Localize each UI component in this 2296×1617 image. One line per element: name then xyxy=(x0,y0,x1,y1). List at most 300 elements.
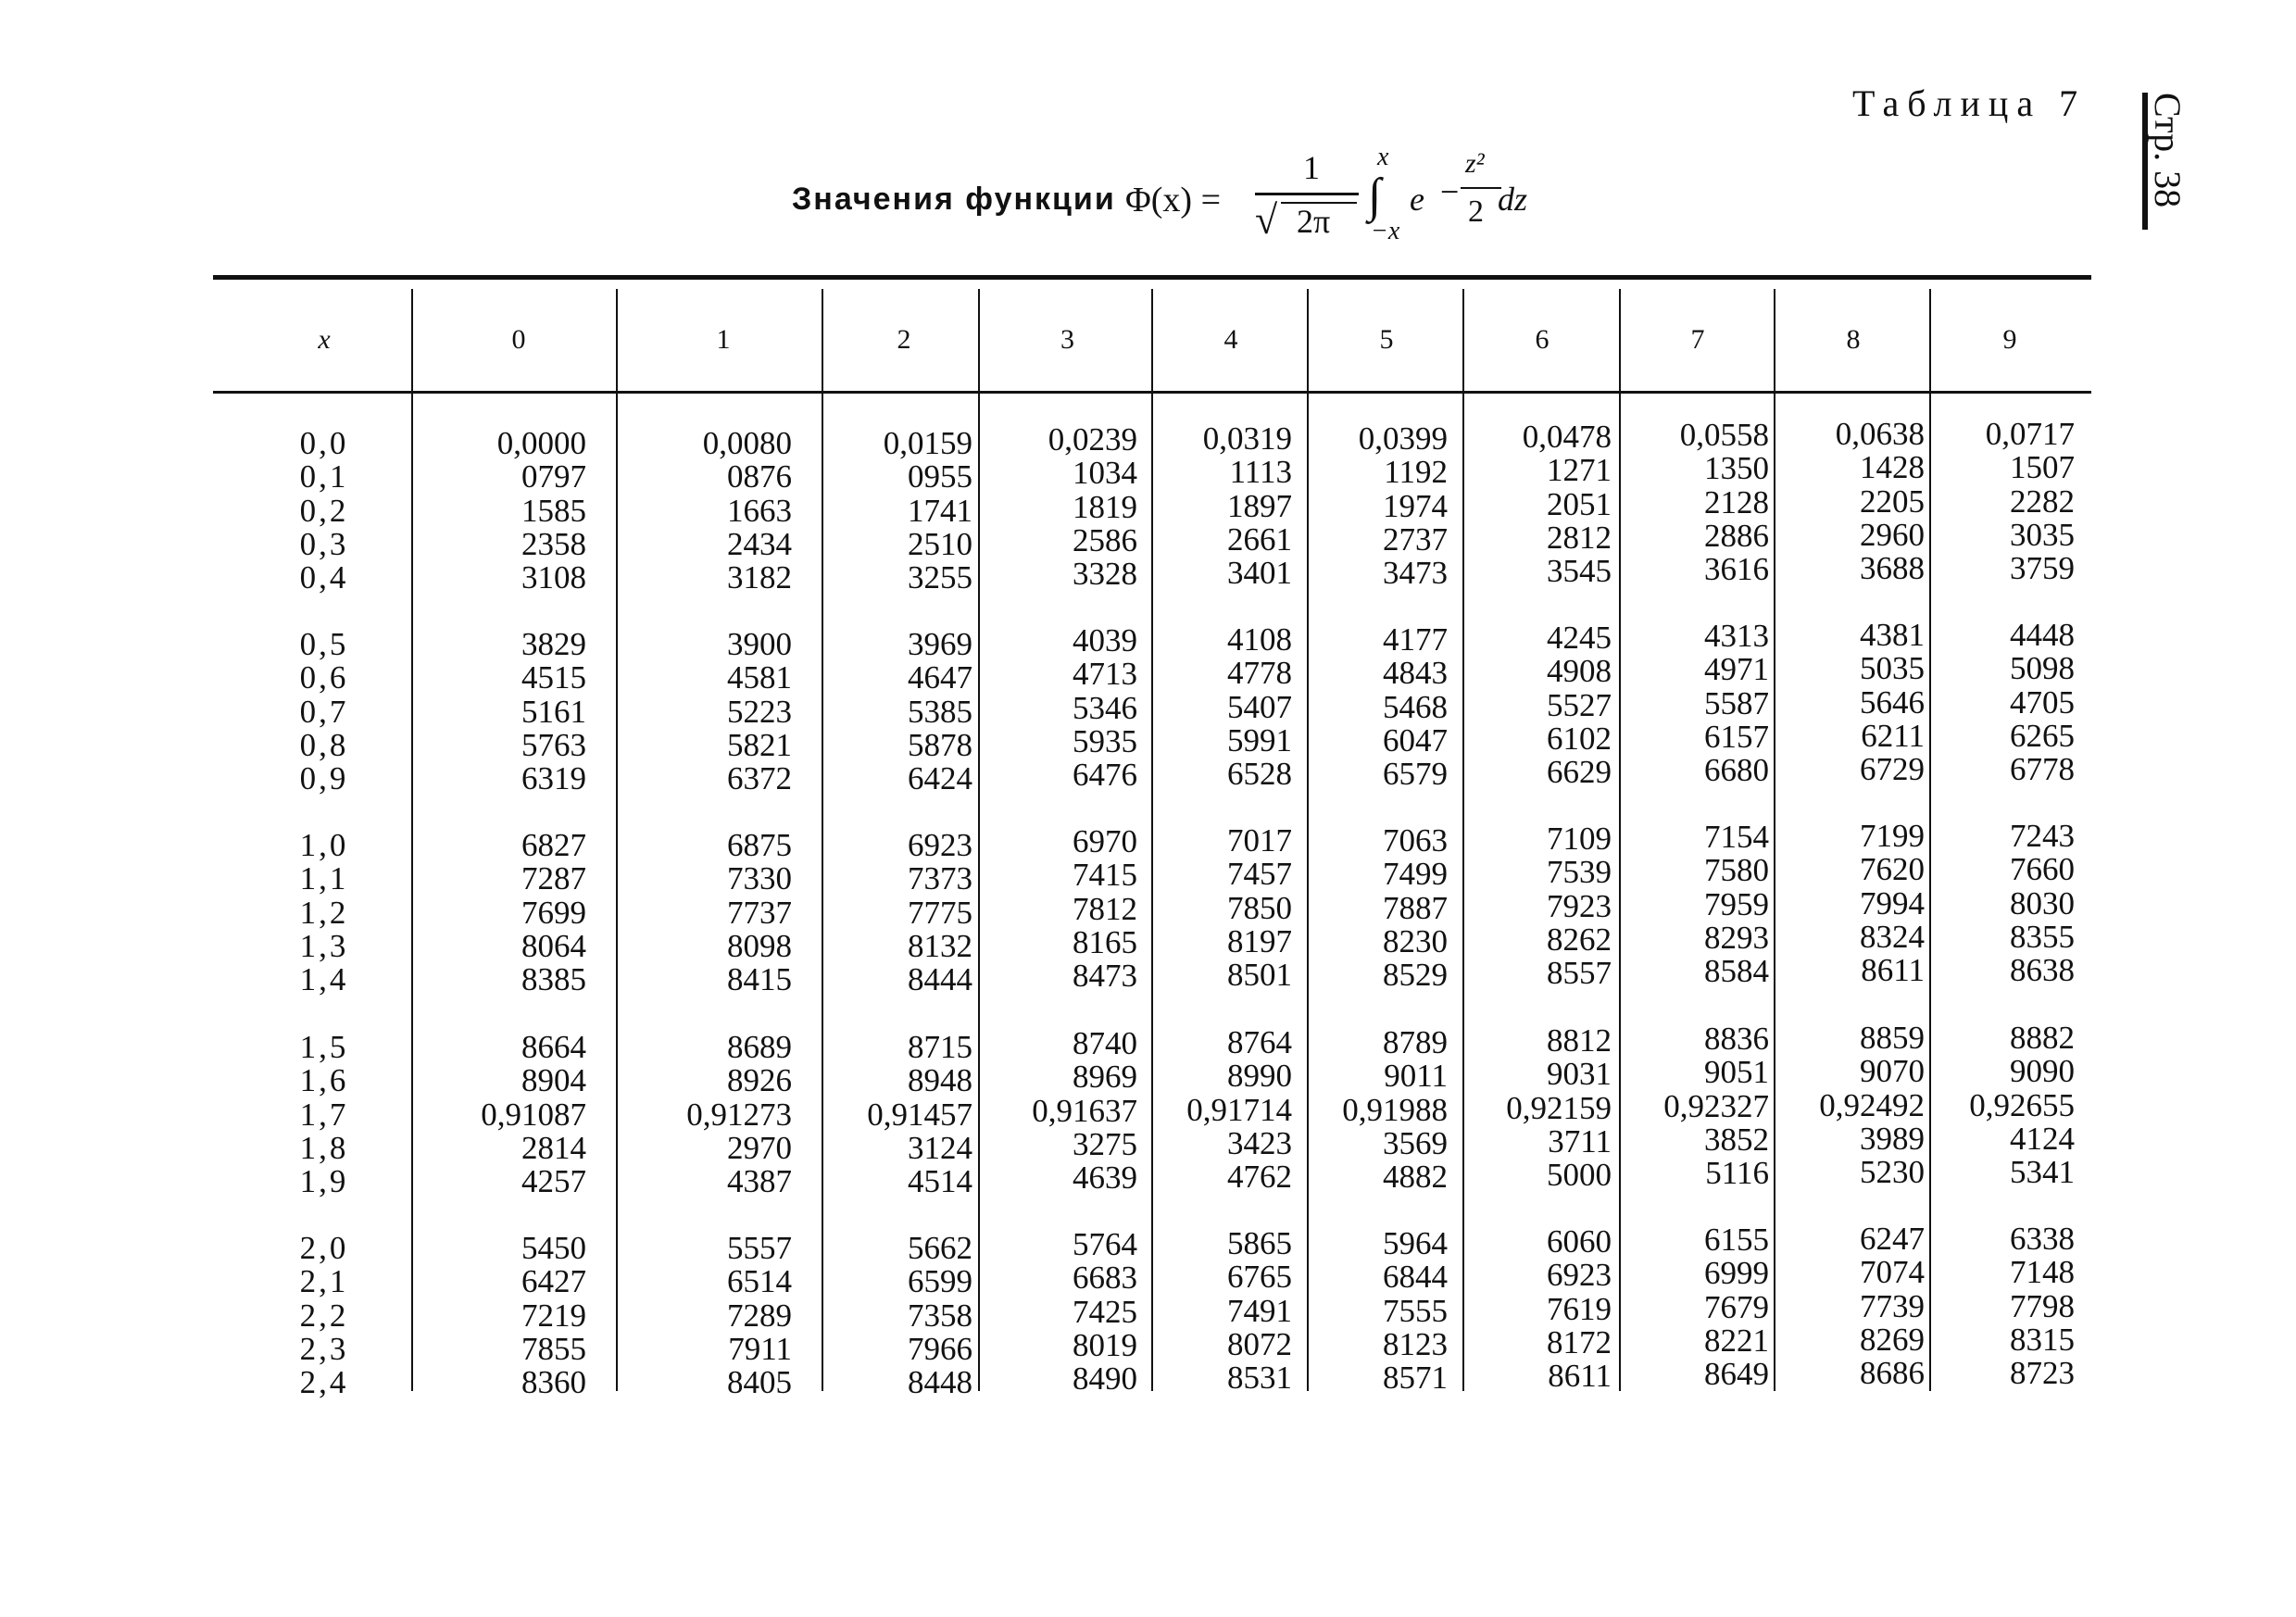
value-column-block-3-col-9 xyxy=(1922,1022,2075,1189)
table-cell: 7555 xyxy=(1383,1292,1448,1329)
table-cell: 7699 xyxy=(521,894,586,931)
table-cell: 8926 xyxy=(727,1062,792,1099)
formula-upper-limit: x xyxy=(1377,143,1389,171)
formula-exp-denominator: 2 xyxy=(1468,194,1484,229)
formula-lhs: Φ(x) = xyxy=(1125,181,1222,219)
table-cell: 4713 xyxy=(1073,656,1137,693)
value-column-block-1-col-3 xyxy=(980,624,1137,792)
table-cell: 5230 xyxy=(1860,1154,1925,1191)
table-cell: 6827 xyxy=(521,827,586,863)
table-cell: 4177 xyxy=(1383,621,1448,658)
table-cell: 9070 xyxy=(1860,1053,1925,1090)
table-cell: 7148 xyxy=(2010,1254,2075,1291)
table-cell: 4882 xyxy=(1383,1159,1448,1196)
value-column-block-1-col-1 xyxy=(607,628,792,796)
table-cell: 1819 xyxy=(1073,488,1137,525)
value-column-block-3-col-2 xyxy=(824,1031,972,1198)
table-cell: 7620 xyxy=(1860,851,1925,888)
value-column-block-2-col-5 xyxy=(1299,824,1448,992)
table-cell: 7425 xyxy=(1073,1293,1137,1330)
formula-title xyxy=(792,143,1551,250)
x-value: 2,1 xyxy=(299,1263,349,1300)
table-cell: 7287 xyxy=(521,860,586,897)
x-value: 1,9 xyxy=(299,1163,349,1200)
table-cell: 7855 xyxy=(521,1330,586,1367)
sqrt-sign: √ xyxy=(1255,197,1278,243)
table-cell: 7887 xyxy=(1383,889,1448,926)
table-cell: 5223 xyxy=(727,693,792,730)
value-column-block-0-col-3 xyxy=(980,423,1137,591)
table-cell: 2358 xyxy=(521,525,586,562)
table-cell: 4647 xyxy=(908,659,972,696)
table-cell: 8385 xyxy=(521,961,586,998)
table-cell: 6060 xyxy=(1547,1223,1612,1260)
table-cell: 5878 xyxy=(908,726,972,763)
table-cell: 3275 xyxy=(1073,1125,1137,1162)
x-value: 0,2 xyxy=(299,492,349,529)
table-cell: 3616 xyxy=(1704,551,1769,588)
table-cell: 4448 xyxy=(2010,617,2075,653)
value-column-block-0-col-7 xyxy=(1612,419,1769,586)
x-value: 0,4 xyxy=(299,559,349,596)
table-cell: 6514 xyxy=(727,1263,792,1300)
table-cell: 0876 xyxy=(727,458,792,495)
x-values-block-1 xyxy=(278,628,370,796)
table-cell: 3569 xyxy=(1383,1124,1448,1161)
value-column-block-1-col-4 xyxy=(1144,623,1292,791)
value-column-block-1-col-5 xyxy=(1299,623,1448,791)
value-column-block-0-col-6 xyxy=(1454,420,1612,588)
value-column-block-0-col-4 xyxy=(1144,422,1292,590)
table-cell: 2586 xyxy=(1073,521,1137,558)
table-cell: 7373 xyxy=(908,860,972,897)
table-cell: 3124 xyxy=(908,1129,972,1166)
x-value: 1,3 xyxy=(299,927,349,964)
table-cell: 0,0478 xyxy=(1522,419,1612,455)
table-cell: 6427 xyxy=(521,1263,586,1300)
table-cell: 8529 xyxy=(1383,957,1448,994)
table-cell: 6778 xyxy=(2010,751,2075,788)
table-cell: 4581 xyxy=(727,659,792,696)
value-column-block-4-col-8 xyxy=(1772,1222,1925,1390)
table-cell: 7074 xyxy=(1860,1254,1925,1291)
value-column-block-2-col-9 xyxy=(1922,820,2075,987)
table-cell: 6923 xyxy=(1547,1257,1612,1294)
table-cell: 6047 xyxy=(1383,721,1448,758)
table-cell: 0,92492 xyxy=(1819,1086,1925,1123)
table-cell: 4257 xyxy=(521,1163,586,1200)
table-cell: 0,0080 xyxy=(702,425,792,461)
table-cell: 0,0239 xyxy=(1048,421,1137,458)
table-cell: 5764 xyxy=(1073,1226,1137,1262)
table-cell: 0,92327 xyxy=(1663,1087,1769,1124)
value-column-block-3-col-6 xyxy=(1454,1024,1612,1192)
table-cell: 8132 xyxy=(908,927,972,964)
table-cell: 4381 xyxy=(1860,617,1925,653)
table-cell: 1034 xyxy=(1073,455,1137,492)
value-column-block-1-col-6 xyxy=(1454,621,1612,789)
table-cell: 8990 xyxy=(1227,1058,1292,1095)
formula-frac1-numerator: 1 xyxy=(1303,149,1320,186)
x-value: 0,5 xyxy=(299,626,349,662)
x-value: 1,0 xyxy=(299,827,349,863)
table-cell: 3759 xyxy=(2010,550,2075,587)
table-cell: 7911 xyxy=(728,1330,792,1367)
table-cell: 3900 xyxy=(727,626,792,662)
table-cell: 7539 xyxy=(1547,854,1612,891)
table-cell: 4843 xyxy=(1383,655,1448,692)
table-cell: 0,91273 xyxy=(686,1096,792,1133)
col-header-8: 8 xyxy=(1846,324,1861,355)
table-cell: 1974 xyxy=(1383,487,1448,524)
table-cell: 0,92655 xyxy=(1969,1086,2075,1123)
col-header-7: 7 xyxy=(1690,324,1705,355)
table-cell: 8812 xyxy=(1547,1022,1612,1059)
table-cell: 6729 xyxy=(1860,751,1925,788)
table-cell: 3328 xyxy=(1073,556,1137,593)
formula-frac1-denominator: 2π xyxy=(1297,203,1331,240)
table-cell: 4971 xyxy=(1704,651,1769,688)
x-value: 0,7 xyxy=(299,693,349,730)
table-cell: 5468 xyxy=(1383,688,1448,725)
table-cell: 3829 xyxy=(521,626,586,662)
table-cell: 5407 xyxy=(1227,688,1292,725)
table-cell: 8444 xyxy=(908,961,972,998)
table-cell: 4639 xyxy=(1073,1159,1137,1197)
table-cell: 4245 xyxy=(1547,620,1612,656)
table-cell: 4778 xyxy=(1227,655,1292,692)
table-cell: 8448 xyxy=(908,1364,972,1401)
table-cell: 5527 xyxy=(1547,686,1612,723)
table-cell: 8172 xyxy=(1547,1323,1612,1360)
value-column-block-2-col-2 xyxy=(824,829,972,997)
table-cell: 8072 xyxy=(1227,1325,1292,1362)
table-cell: 7243 xyxy=(2010,818,2075,854)
table-cell: 8030 xyxy=(2010,884,2075,921)
table-cell: 8649 xyxy=(1704,1356,1769,1393)
table-cell: 8355 xyxy=(2010,918,2075,955)
table-cell: 1113 xyxy=(1229,454,1292,491)
table-cell: 8324 xyxy=(1860,918,1925,955)
table-cell: 7994 xyxy=(1860,884,1925,921)
value-column-block-1-col-9 xyxy=(1922,619,2075,786)
value-column-block-2-col-3 xyxy=(980,825,1137,993)
table-cell: 7109 xyxy=(1547,821,1612,857)
table-cell: 6102 xyxy=(1547,720,1612,757)
table-cell: 8262 xyxy=(1547,921,1612,958)
table-cell: 7739 xyxy=(1860,1287,1925,1324)
table-cell: 4387 xyxy=(727,1163,792,1200)
table-cell: 5557 xyxy=(727,1230,792,1266)
table-cell: 7063 xyxy=(1383,822,1448,859)
value-column-block-4-col-5 xyxy=(1299,1227,1448,1395)
formula-exp-numerator: z² xyxy=(1465,148,1485,179)
value-column-block-4-col-4 xyxy=(1144,1227,1292,1395)
table-cell: 3423 xyxy=(1227,1124,1292,1161)
table-cell: 6875 xyxy=(727,827,792,863)
table-cell: 5098 xyxy=(2010,650,2075,687)
table-cell: 5935 xyxy=(1073,722,1137,759)
formula-lower-limit: −x xyxy=(1371,217,1400,245)
value-column-block-2-col-8 xyxy=(1772,820,1925,987)
table-cell: 2282 xyxy=(2010,483,2075,520)
table-cell: 3035 xyxy=(2010,516,2075,553)
table-cell: 3711 xyxy=(1548,1122,1612,1159)
table-cell: 3473 xyxy=(1383,555,1448,592)
table-cell: 7289 xyxy=(727,1297,792,1334)
value-column-block-4-col-0 xyxy=(401,1232,586,1399)
table-cell: 5964 xyxy=(1383,1225,1448,1261)
table-cell: 8415 xyxy=(727,961,792,998)
table-cell: 0,0638 xyxy=(1835,416,1925,452)
table-cell: 8686 xyxy=(1860,1355,1925,1392)
table-cell: 8859 xyxy=(1860,1020,1925,1056)
table-cell: 6999 xyxy=(1704,1255,1769,1292)
x-value: 1,8 xyxy=(299,1129,349,1166)
table-cell: 3688 xyxy=(1860,550,1925,587)
table-cell: 2737 xyxy=(1383,520,1448,558)
table-cell: 0,0000 xyxy=(496,425,586,461)
value-column-block-2-col-7 xyxy=(1612,821,1769,988)
table-cell: 8473 xyxy=(1073,958,1137,995)
table-cell: 1271 xyxy=(1547,452,1612,489)
x-values-block-3 xyxy=(278,1031,370,1198)
table-cell: 5991 xyxy=(1227,721,1292,758)
table-cell: 8293 xyxy=(1704,919,1769,956)
table-cell: 2886 xyxy=(1704,517,1769,554)
table-cell: 1897 xyxy=(1227,487,1292,524)
table-cell: 0,91714 xyxy=(1186,1091,1292,1128)
table-cell: 2434 xyxy=(727,525,792,562)
table-cell: 4908 xyxy=(1547,653,1612,690)
value-column-block-3-col-4 xyxy=(1144,1026,1292,1194)
value-column-block-0-col-9 xyxy=(1922,418,2075,585)
formula-frac2-line xyxy=(1461,187,1501,189)
col-header-0: 0 xyxy=(511,324,526,355)
table-cell: 1428 xyxy=(1860,449,1925,486)
table-cell: 8405 xyxy=(727,1364,792,1401)
value-column-block-0-col-8 xyxy=(1772,418,1925,585)
table-cell: 6211 xyxy=(1861,717,1925,754)
col-header-5: 5 xyxy=(1379,324,1394,355)
table-cell: 8948 xyxy=(908,1062,972,1099)
value-column-block-2-col-4 xyxy=(1144,824,1292,992)
table-cell: 0,91087 xyxy=(481,1096,586,1133)
table-cell: 8019 xyxy=(1073,1326,1137,1363)
x-column-header: x xyxy=(318,324,331,355)
value-column-block-4-col-7 xyxy=(1612,1223,1769,1391)
table-cell: 5116 xyxy=(1705,1155,1769,1192)
table-cell: 8230 xyxy=(1383,922,1448,959)
table-cell: 7812 xyxy=(1073,890,1137,927)
table-cell: 7959 xyxy=(1704,885,1769,922)
table-cell: 5865 xyxy=(1227,1225,1292,1261)
table-cell: 5346 xyxy=(1073,689,1137,726)
table-cell: 1663 xyxy=(727,492,792,529)
value-column-block-0-col-5 xyxy=(1299,422,1448,590)
table-cell: 0,0717 xyxy=(1985,416,2075,452)
table-cell: 7154 xyxy=(1704,819,1769,855)
table-cell: 6923 xyxy=(908,827,972,863)
table-cell: 1585 xyxy=(521,492,586,529)
page-marker: Стр. 38 xyxy=(2147,93,2189,208)
value-column-block-3-col-7 xyxy=(1612,1022,1769,1190)
table-cell: 8584 xyxy=(1704,953,1769,990)
table-cell: 2814 xyxy=(521,1129,586,1166)
col-header-3: 3 xyxy=(1060,324,1074,355)
table-cell: 2051 xyxy=(1547,485,1612,522)
table-cell: 7219 xyxy=(521,1297,586,1334)
table-cell: 8064 xyxy=(521,927,586,964)
table-cell: 4124 xyxy=(2010,1120,2075,1157)
value-column-block-4-col-3 xyxy=(980,1228,1137,1396)
table-cell: 4514 xyxy=(908,1163,972,1200)
table-cell: 7850 xyxy=(1227,889,1292,926)
value-column-block-1-col-0 xyxy=(401,628,586,796)
formula-lead: Значения функции xyxy=(792,182,1116,217)
table-cell: 8360 xyxy=(521,1364,586,1401)
x-values-block-4 xyxy=(278,1232,370,1399)
table-cell: 3852 xyxy=(1704,1121,1769,1158)
table-cell: 7199 xyxy=(1860,818,1925,854)
table-cell: 5341 xyxy=(2010,1154,2075,1191)
x-value: 2,0 xyxy=(299,1230,349,1266)
table-cell: 8740 xyxy=(1073,1025,1137,1061)
table-cell: 6844 xyxy=(1383,1259,1448,1296)
table-cell: 5385 xyxy=(908,693,972,730)
table-cell: 8490 xyxy=(1073,1360,1137,1398)
table-cell: 1741 xyxy=(908,492,972,529)
table-cell: 8098 xyxy=(727,927,792,964)
table-cell: 8764 xyxy=(1227,1024,1292,1060)
table-top-rule xyxy=(213,275,2091,280)
table-cell: 0,0159 xyxy=(883,425,972,461)
value-column-block-2-col-6 xyxy=(1454,822,1612,990)
x-value: 1,5 xyxy=(299,1029,349,1065)
table-cell: 8531 xyxy=(1227,1360,1292,1397)
table-cell: 6319 xyxy=(521,760,586,797)
table-cell: 6528 xyxy=(1227,756,1292,793)
table-cell: 1350 xyxy=(1704,450,1769,487)
table-cell: 2970 xyxy=(727,1129,792,1166)
table-cell: 9051 xyxy=(1704,1054,1769,1091)
table-cell: 7491 xyxy=(1227,1292,1292,1329)
table-cell: 8836 xyxy=(1704,1021,1769,1057)
table-cell: 7798 xyxy=(2010,1287,2075,1324)
table-cell: 8557 xyxy=(1547,955,1612,992)
table-cell: 6265 xyxy=(2010,717,2075,754)
x-value: 0,1 xyxy=(299,458,349,495)
formula-differential: dz xyxy=(1498,181,1528,218)
table-cell: 6424 xyxy=(908,760,972,797)
table-cell: 7017 xyxy=(1227,822,1292,859)
formula-exp-sign: − xyxy=(1440,173,1460,210)
table-cell: 8197 xyxy=(1227,922,1292,959)
value-column-block-4-col-2 xyxy=(824,1232,972,1399)
table-cell: 0,91637 xyxy=(1032,1092,1137,1129)
table-cell: 5035 xyxy=(1860,650,1925,687)
table-cell: 6970 xyxy=(1073,823,1137,859)
table-cell: 7619 xyxy=(1547,1290,1612,1327)
table-cell: 5662 xyxy=(908,1230,972,1266)
table-cell: 9090 xyxy=(2010,1053,2075,1090)
col-header-9: 9 xyxy=(2002,324,2017,355)
value-column-block-3-col-1 xyxy=(607,1031,792,1198)
value-column-block-3-col-3 xyxy=(980,1027,1137,1195)
table-cell: 6476 xyxy=(1073,757,1137,794)
table-cell: 0,91988 xyxy=(1342,1091,1448,1128)
value-column-block-2-col-1 xyxy=(607,829,792,997)
table-cell: 0,0399 xyxy=(1358,420,1448,457)
table-cell: 3989 xyxy=(1860,1120,1925,1157)
table-cell: 0,0319 xyxy=(1202,420,1292,457)
table-cell: 5450 xyxy=(521,1230,586,1266)
value-column-block-3-col-5 xyxy=(1299,1026,1448,1194)
value-column-block-2-col-0 xyxy=(401,829,586,997)
table-cell: 0955 xyxy=(908,458,972,495)
value-column-block-1-col-8 xyxy=(1772,619,1925,786)
table-cell: 8969 xyxy=(1073,1059,1137,1096)
formula-base: e xyxy=(1410,181,1424,218)
x-value: 0,8 xyxy=(299,726,349,763)
x-value: 2,2 xyxy=(299,1297,349,1334)
table-cell: 8221 xyxy=(1704,1322,1769,1359)
table-cell: 5587 xyxy=(1704,684,1769,721)
table-cell: 8165 xyxy=(1073,923,1137,960)
table-cell: 3255 xyxy=(908,559,972,596)
table-cell: 8689 xyxy=(727,1029,792,1065)
table-cell: 8269 xyxy=(1860,1321,1925,1358)
table-cell: 4515 xyxy=(521,659,586,696)
value-column-block-4-col-1 xyxy=(607,1232,792,1399)
table-cell: 6372 xyxy=(727,760,792,797)
table-cell: 7580 xyxy=(1704,852,1769,889)
table-cell: 8501 xyxy=(1227,957,1292,994)
table-cell: 8664 xyxy=(521,1029,586,1065)
table-cell: 4039 xyxy=(1073,622,1137,658)
x-value: 1,4 xyxy=(299,961,349,998)
value-column-block-0-col-0 xyxy=(401,427,586,595)
table-cell: 6247 xyxy=(1860,1221,1925,1257)
table-cell: 8611 xyxy=(1861,952,1925,989)
table-cell: 2812 xyxy=(1547,519,1612,556)
table-cell: 7966 xyxy=(908,1330,972,1367)
table-cell: 6680 xyxy=(1704,752,1769,789)
value-column-block-3-col-0 xyxy=(401,1031,586,1198)
table-cell: 8723 xyxy=(2010,1355,2075,1392)
value-column-block-0-col-2 xyxy=(824,427,972,595)
table-cell: 6599 xyxy=(908,1263,972,1300)
table-cell: 3969 xyxy=(908,626,972,662)
table-cell: 0797 xyxy=(521,458,586,495)
col-header-4: 4 xyxy=(1223,324,1238,355)
table-cell: 0,92159 xyxy=(1506,1089,1612,1126)
table-cell: 4705 xyxy=(2010,683,2075,721)
table-cell: 0,91457 xyxy=(867,1096,972,1133)
table-cell: 7358 xyxy=(908,1297,972,1334)
table-cell: 3108 xyxy=(521,559,586,596)
value-column-block-4-col-6 xyxy=(1454,1225,1612,1393)
table-cell: 8315 xyxy=(2010,1321,2075,1358)
table-cell: 8904 xyxy=(521,1062,586,1099)
formula-frac1-line xyxy=(1255,193,1359,195)
col-header-2: 2 xyxy=(897,324,911,355)
table-cell: 7330 xyxy=(727,860,792,897)
table-cell: 6765 xyxy=(1227,1259,1292,1296)
table-cell: 7415 xyxy=(1073,857,1137,894)
table-cell: 9011 xyxy=(1384,1058,1448,1095)
x-value: 1,1 xyxy=(299,860,349,897)
